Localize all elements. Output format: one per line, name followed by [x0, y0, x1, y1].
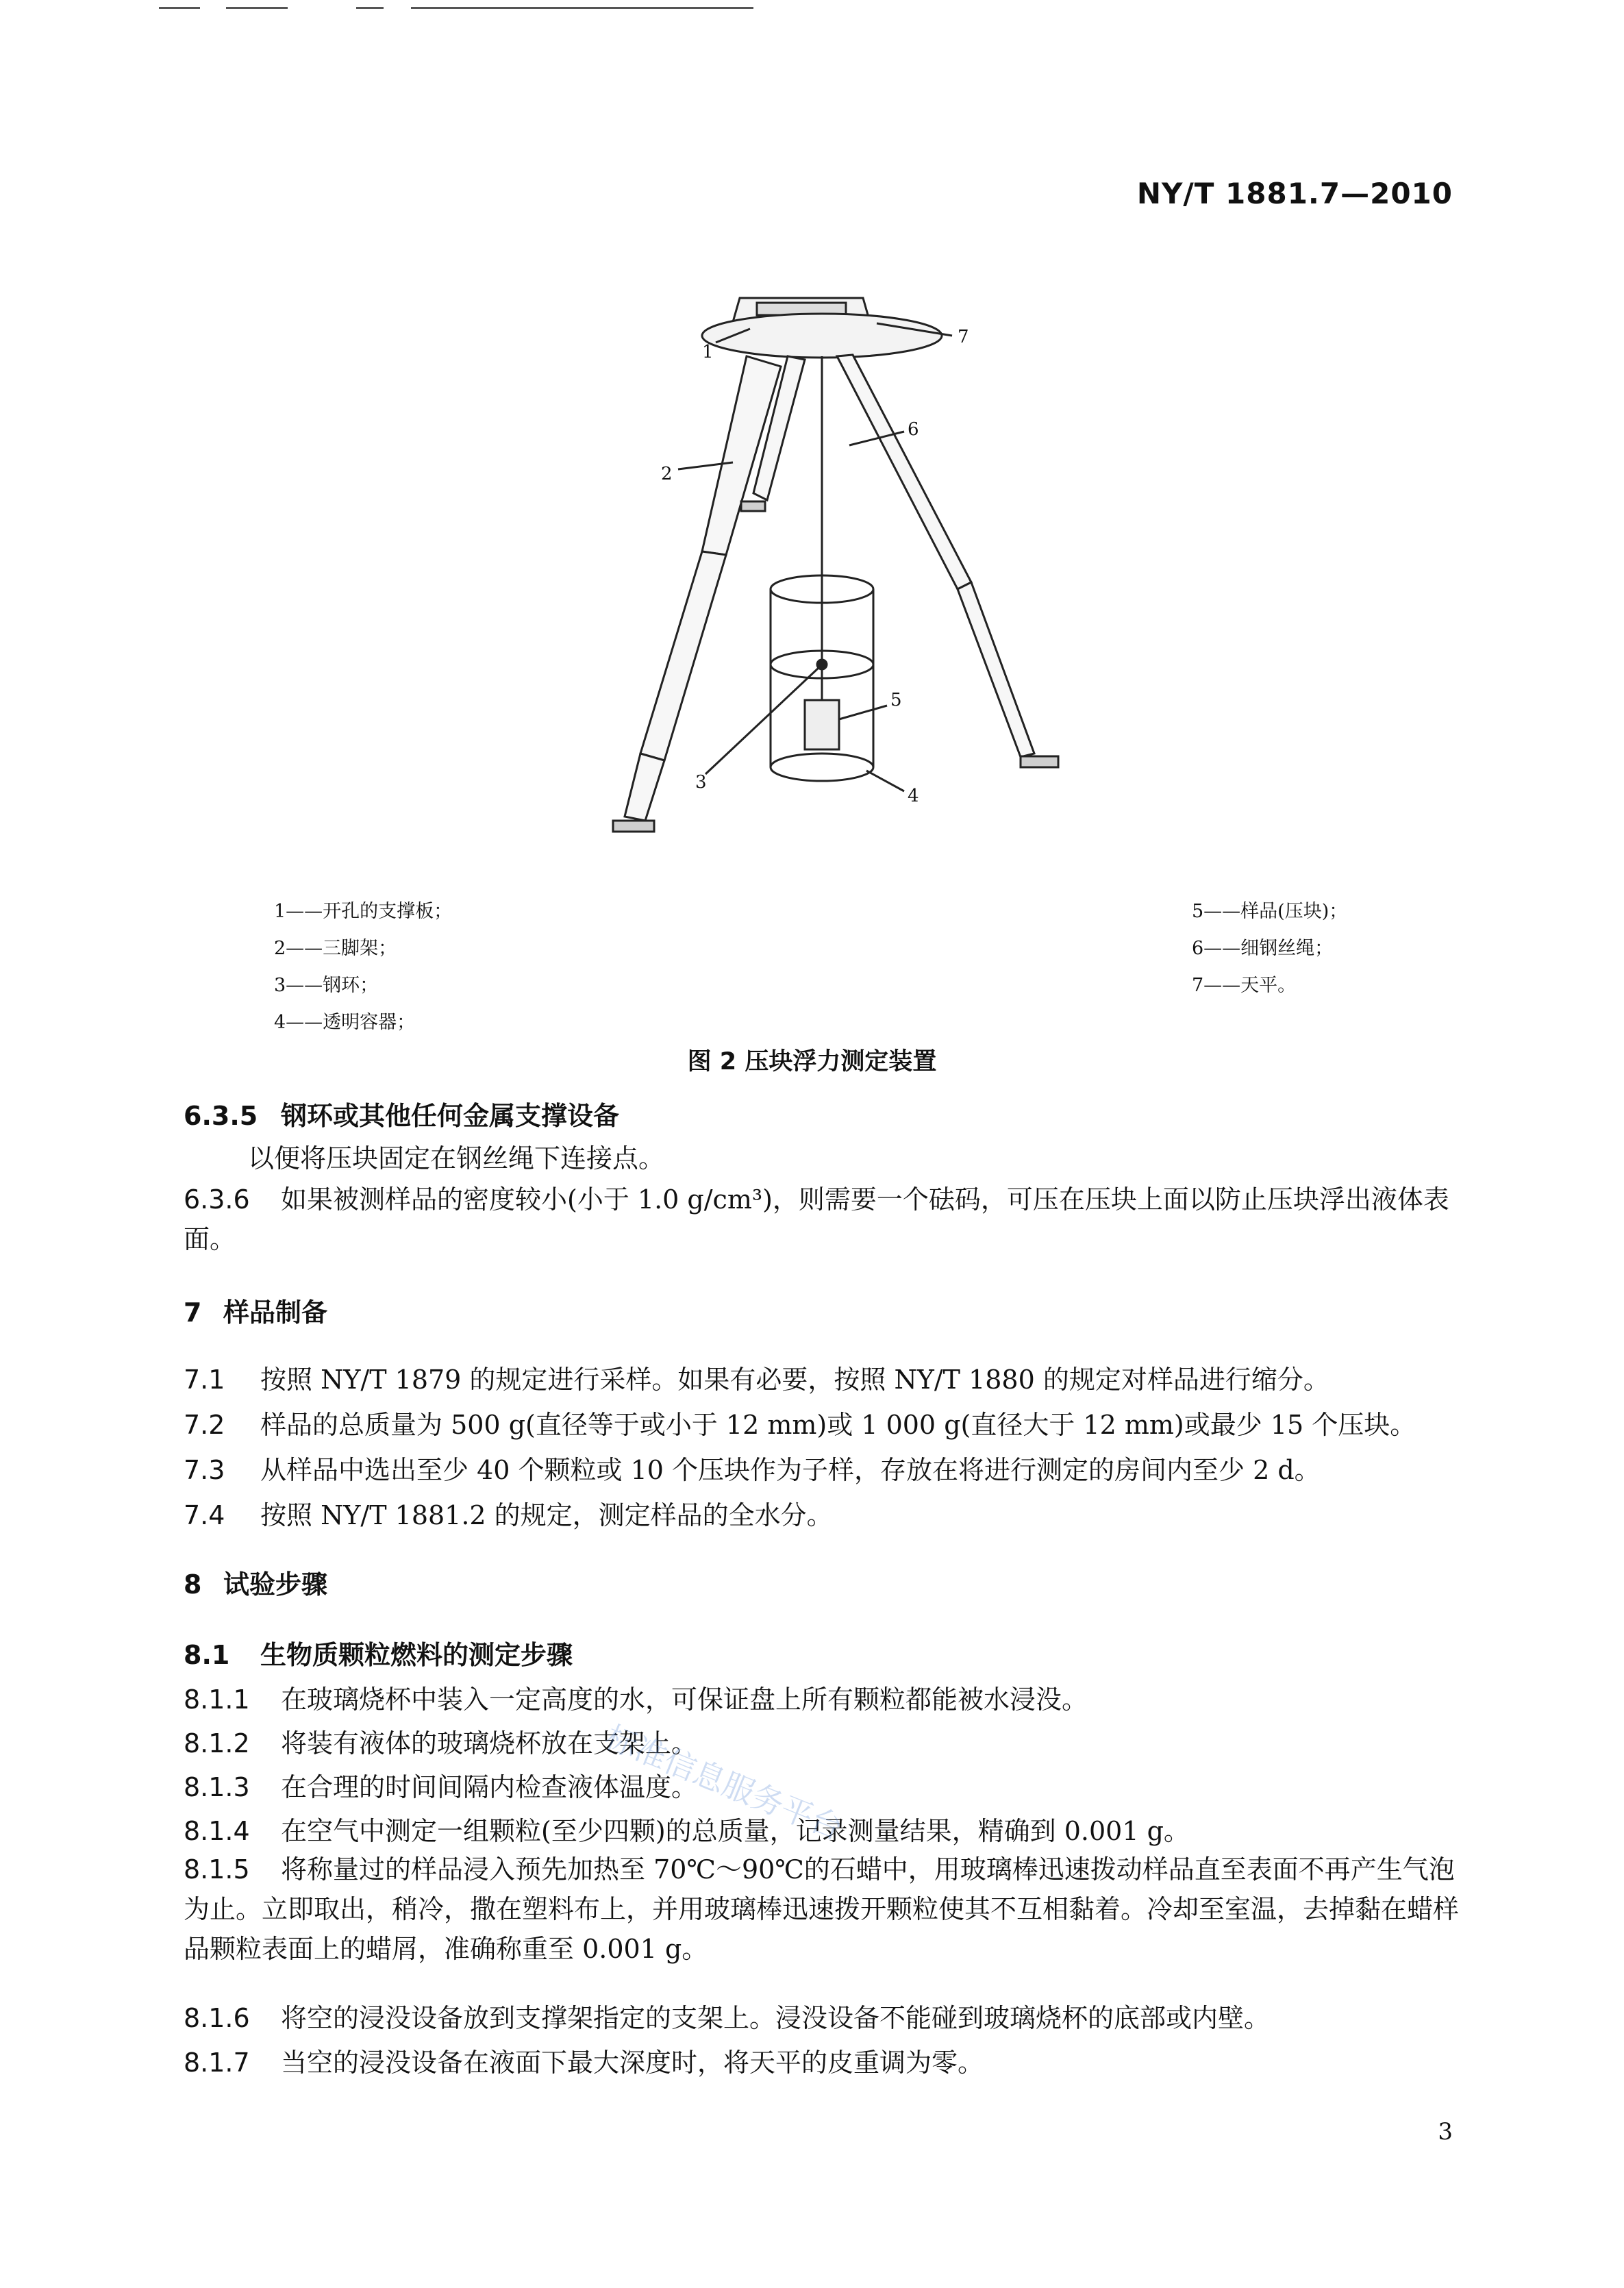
clause-text: 在空气中测定一组颗粒(至少四颗)的总质量，记录测量结果，精确到 0.001 g。 — [281, 1816, 1190, 1846]
clause-number: 8.1.1 — [184, 1684, 250, 1715]
clause-number: 8.1.4 — [184, 1816, 250, 1846]
clause-7-2 — [184, 1404, 1460, 1441]
watermark: 标准信息服务平台 — [600, 1718, 848, 1848]
clause-text: 以便将压块固定在钢丝绳下连接点。 — [248, 1143, 665, 1173]
clause-text: 样品制备 — [223, 1297, 328, 1328]
clause-text: 将装有液体的玻璃烧杯放在支架上。 — [281, 1728, 698, 1758]
clause-number: 8.1.5 — [184, 1854, 250, 1885]
clause-text: 如果被测样品的密度较小(小于 1.0 g/cm³)，则需要一个砝码，可压在压块上面以防止压块浮出液体表面。 — [184, 1184, 1449, 1254]
clause-text: 生物质颗粒燃料的测定步骤 — [260, 1640, 573, 1670]
figure-caption: 图 2 压块浮力测定装置 — [687, 1048, 937, 1075]
clause-6-3-5-body — [248, 1137, 1460, 1175]
top-rule-2 — [226, 7, 288, 9]
callout-1: 1 — [702, 342, 714, 362]
clause-text: 按照 NY/T 1881.2 的规定，测定样品的全水分。 — [260, 1500, 833, 1530]
buoyancy-apparatus-figure — [582, 281, 1062, 870]
callout-5: 5 — [890, 690, 902, 710]
clause-8-1-6 — [184, 1997, 1460, 2035]
section-7-heading — [184, 1291, 1460, 1329]
legend-item: 5——样品(压块)； — [1192, 901, 1348, 922]
clause-6-3-6 — [184, 1180, 1460, 1259]
clause-6-3-5 — [184, 1095, 1460, 1132]
clause-7-1 — [184, 1358, 1460, 1396]
legend-item: 4——透明容器； — [274, 1012, 416, 1033]
legend-item: 7——天平。 — [1192, 975, 1297, 996]
legend-item: 2——三脚架； — [274, 938, 397, 959]
clause-text: 将空的浸没设备放到支撑架指定的支架上。浸没设备不能碰到玻璃烧杯的底部或内壁。 — [281, 2003, 1271, 2033]
top-rule-4 — [411, 7, 753, 9]
figure-legend-right — [1192, 893, 1347, 1004]
figure-legend-left — [274, 893, 452, 1041]
clause-number: 8.1.3 — [184, 1772, 250, 1802]
callout-2: 2 — [661, 464, 673, 484]
clause-number: 7.1 — [184, 1365, 225, 1395]
clause-text: 将称量过的样品浸入预先加热至 70℃～90℃的石蜡中，用玻璃棒迅速拨动样品直至表面不再产生气泡为止。立即取出，稍冷，撒在塑料布上，并用玻璃棒迅速拨开颗粒使其不互相黏着。冷却至室温，去掉黏在蜡样品颗粒表面上的蜡屑，准确称重至 0.001 g。 — [184, 1854, 1460, 1964]
callout-6: 6 — [908, 419, 919, 440]
clause-7-4 — [184, 1494, 1460, 1532]
clause-number: 6.3.5 — [184, 1101, 258, 1131]
top-rule-1 — [159, 7, 200, 9]
clause-number: 8.1.6 — [184, 2003, 250, 2033]
clause-text: 试验步骤 — [223, 1569, 328, 1600]
clause-number: 8.1 — [184, 1640, 230, 1670]
clause-8-1 — [184, 1634, 1460, 1671]
clause-8-1-7 — [184, 2041, 1460, 2079]
clause-number: 7.3 — [184, 1455, 225, 1485]
clause-number: 8 — [184, 1569, 202, 1600]
clause-text: 从样品中选出至少 40 个颗粒或 10 个压块作为子样，存放在将进行测定的房间内至少 2 d。 — [260, 1455, 1321, 1485]
clause-number: 8.1.2 — [184, 1728, 250, 1758]
clause-text: 按照 NY/T 1879 的规定进行采样。如果有必要，按照 NY/T 1880 的规定对样品进行缩分。 — [260, 1365, 1329, 1395]
clause-text: 钢环或其他任何金属支撑设备 — [281, 1101, 620, 1131]
callout-4: 4 — [908, 786, 919, 806]
clause-8-1-5 — [184, 1850, 1460, 1969]
clause-number: 6.3.6 — [184, 1184, 250, 1215]
clause-text: 在合理的时间间隔内检查液体温度。 — [281, 1772, 698, 1802]
clause-8-1-1 — [184, 1678, 1460, 1716]
clause-text: 当空的浸没设备在液面下最大深度时，将天平的皮重调为零。 — [281, 2048, 984, 2078]
clause-number: 7.4 — [184, 1500, 225, 1530]
standard-number: NY/T 1881.7—2010 — [1136, 177, 1453, 210]
clause-number: 7.2 — [184, 1410, 225, 1440]
section-8-heading — [184, 1563, 1460, 1601]
callout-7: 7 — [958, 327, 969, 347]
clause-7-3 — [184, 1449, 1460, 1487]
clause-number: 7 — [184, 1297, 202, 1328]
callout-3: 3 — [695, 772, 707, 793]
page-number: 3 — [1438, 2118, 1453, 2146]
clause-8-1-2 — [184, 1722, 1460, 1760]
legend-item: 6——细钢丝绳； — [1192, 938, 1334, 959]
top-rule-3 — [356, 7, 384, 9]
clause-text: 在玻璃烧杯中装入一定高度的水，可保证盘上所有颗粒都能被水浸没。 — [281, 1684, 1088, 1715]
legend-item: 1——开孔的支撑板； — [274, 901, 453, 922]
clause-number: 8.1.7 — [184, 2048, 250, 2078]
legend-item: 3——钢环； — [274, 975, 379, 996]
clause-text: 样品的总质量为 500 g(直径等于或小于 12 mm)或 1 000 g(直径大于 12 mm)或最少 15 个压块。 — [260, 1410, 1416, 1440]
